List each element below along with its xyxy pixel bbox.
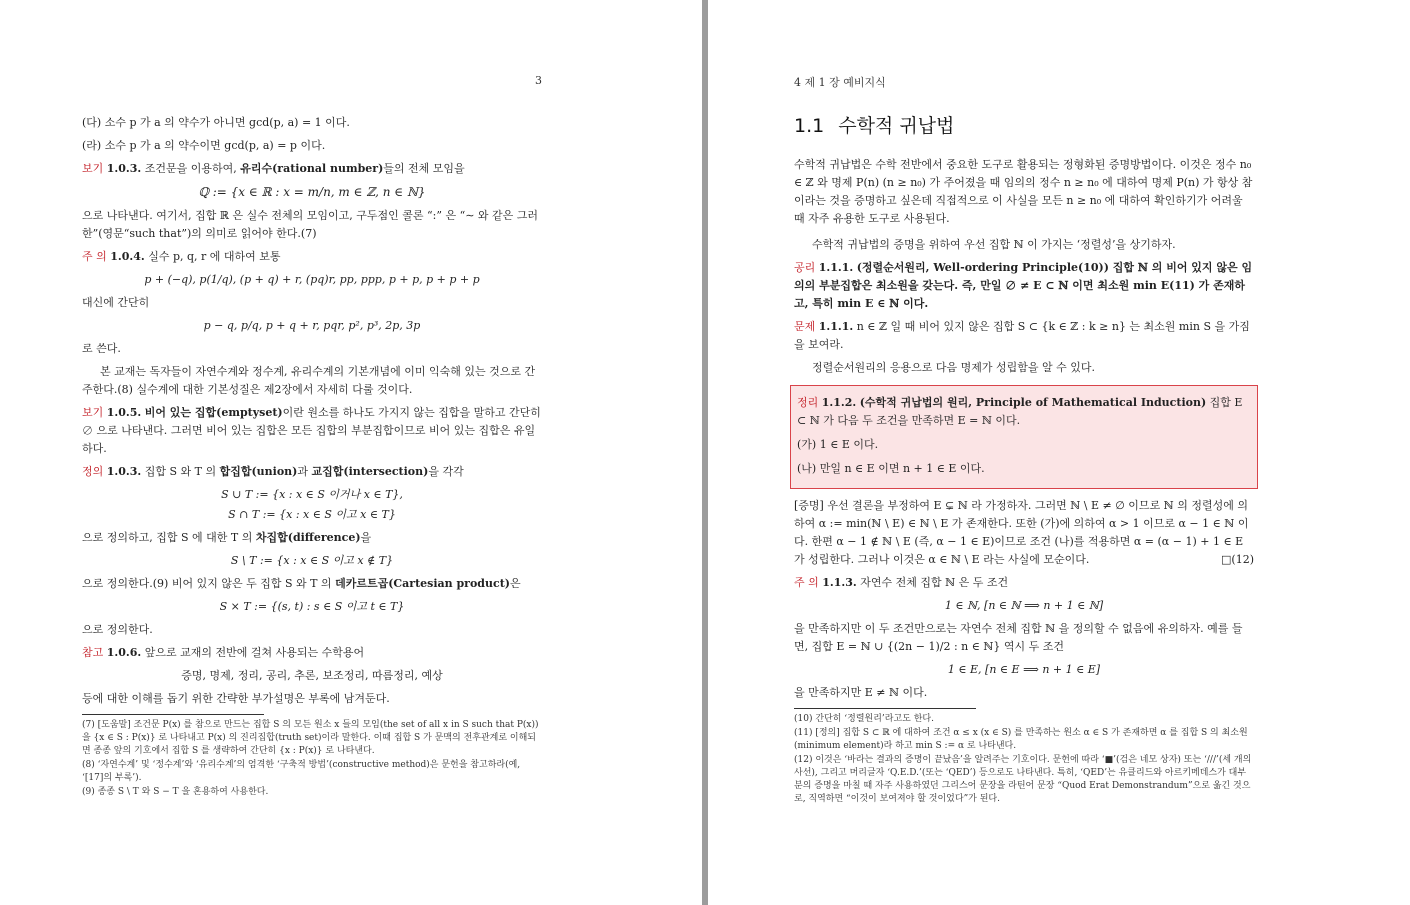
example-1-0-3-after: 으로 나타낸다. 여기서, 집합 ℝ 은 실수 전체의 모임이고, 구두점인 콜론 “:” 은 “∼ 와 같은 그러한”(영문“such that”)의 의미로 읽어야 한다.(7): [82, 209, 539, 240]
note-1-0-4-after: 로 쓴다.: [82, 342, 121, 355]
footnote-11: (11) [정의] 집합 S ⊂ ℝ 에 대하여 조건 α ≤ x (x ∈ S) 를 만족하는 원소 α ∈ S 가 존재하면 α 를 집합 S 의 최소원(minimum element)라 하고 min S := α 로 나타낸다.: [794, 728, 1248, 751]
term-rational: 유리수(rational number): [240, 162, 384, 175]
note-1-0-4: 주 의 1.0.4. 실수 p, q, r 에 대하여 보통: [82, 250, 281, 263]
proof: [증명] 우선 결론을 부정하여 E ⊊ ℕ 라 가정하자. 그러면 ℕ \ E ≠ ∅ 이므로 ℕ 의 정렬성에 의하여 α := min(ℕ \ E) ∈ ℕ \ E 가 존재한다. 또한 (가)에 의하여 α > 1 이므로 α − 1 ∈ ℕ 이다. 한편 α − 1 ∉ ℕ \ E (즉, α − 1 ∈ E)이므로 조건 (나)를 적용하면 α = (α − 1) + 1 ∈ E 가 성립한다. 그러나 이것은 α ∈ ℕ \ E 라는 사실에 모순이다. □(12): [794, 497, 1254, 569]
footnote-7: (7) [도움말] 조건문 P(x) 를 참으로 만드는 집합 S 의 모든 원소 x 들의 모임(the set of all x in S such that P(x))을 {x ∈ S : P(x)} 로 나타내고 P(x) 의 진리집합(truth set)이라 말한다. 이때 집합 S 가 문맥의 전후관계로 이해되면 종종 앞의 기호에서 집합 S 를 생략하여 간단히 {x : P(x)} 로 나타낸다.: [82, 720, 539, 756]
equation-long-form: p + (−q), p(1/q), (p + q) + r, (pq)r, pp, ppp, p + p, p + p + p: [144, 273, 480, 286]
note-label: 주 의: [82, 250, 107, 263]
item-da: (다) 소수 p 가 a 의 약수가 아니면 gcd(p, a) = 1 이다.: [82, 116, 350, 129]
theorem-1-1-2: 정리 1.1.2. (수학적 귀납법의 원리, Principle of Mathematical Induction) 집합 E ⊂ ℕ 가 다음 두 조건을 만족하면 E = ℕ 이다.: [797, 396, 1243, 427]
reference-1-0-6: 참고 1.0.6. 앞으로 교재의 전반에 걸쳐 사용되는 수학용어: [82, 646, 365, 659]
definition-end: 으로 정의한다.: [82, 623, 153, 636]
footnote-rule: [794, 708, 976, 709]
right-page: [708, 0, 1410, 905]
definition-product-intro: 으로 정의한다.(9) 비어 있지 않은 두 집합 S 와 T 의 데카르트곱(Cartesian product)은: [82, 577, 521, 590]
right-page-content: [794, 114, 1254, 807]
item-ra: (라) 소수 p 가 a 의 약수이면 gcd(p, a) = p 이다.: [82, 139, 326, 152]
qed-box-icon: □(12): [1221, 553, 1254, 566]
reference-after: 등에 대한 이해를 돕기 위한 간략한 부가설명은 부록에 남겨둔다.: [82, 692, 390, 705]
section-intro: 수학적 귀납법은 수학 전반에서 중요한 도구로 활용되는 정형화된 증명방법이다. 이것은 정수 n₀ ∈ ℤ 와 명제 P(n) (n ≥ n₀) 가 주어졌을 때 임의의 정수 n ≥ n₀ 에 대하여 명제 P(n) 가 항상 참이라는 것을 증명하고 싶은데 직접적으로 이 사실을 모든 n ≥ n₀ 에 대하여 확인하기가 어려울 때 자주 유용한 도구로 사용된다.: [794, 158, 1253, 225]
definition-1-0-3: 정의 1.0.3. 집합 S 와 T 의 합집합(union)과 교집합(intersection)을 각각: [82, 465, 464, 478]
note-1-1-3: 주 의 1.1.3. 자연수 전체 집합 ℕ 은 두 조건: [794, 576, 1009, 589]
footnote-8: (8) ‘자연수계’ 및 ‘정수계’와 ‘유리수계’의 엄격한 ‘구축적 방법’(constructive method)은 문헌을 참고하라(예, ‘[17]의 부록’).: [82, 760, 521, 783]
section-number: 1.1: [794, 115, 825, 137]
axiom-1-1-1: 공리 1.1.1. (정렬순서원리, Well-ordering Principle(10)) 집합 ℕ 의 비어 있지 않은 임의의 부분집합은 최소원을 갖는다. 즉, 만일 ∅ ≠ E ⊂ ℕ 이면 최소원 min E(11) 가 존재하고, 특히 min E ∈ ℕ 이다.: [794, 261, 1253, 310]
footnote-12: (12) 이것은 ‘바라는 결과의 증명이 끝났음’을 알려주는 기호이다. 문헌에 따라 ‘■’(검은 네모 상자) 또는 ‘///’(세 개의 사선), 그리고 머리글자 ‘Q.E.D.’(또는 ‘QED’) 등으로도 나타낸다. 특히, ‘QED’는 유클리드와 아르키메데스가 대부분의 증명을 마칠 때 자주 사용하였던 그리스어 문장을 라틴어 문장 “Quod Erat Demonstrandum”으로 옮긴 것으로, 직역하면 “이것이 보여져야 할 것이었다”가 된다.: [794, 755, 1252, 804]
equation-short-form: p − q, p/q, p + q + r, pqr, p², p³, 2p, 3p: [203, 319, 421, 332]
example-1-0-5: 보기 1.0.5. 비어 있는 집합(emptyset)이란 원소를 하나도 가지지 않는 집합을 말하고 간단히 ∅ 으로 나타낸다. 그러면 비어 있는 집합은 모든 집합의 부분집합이므로 비어 있는 집합은 유일하다.: [82, 406, 541, 455]
equation-e-conditions: 1 ∈ E, [n ∈ E ⟹ n + 1 ∈ E]: [947, 663, 1101, 676]
equation-n-conditions: 1 ∈ ℕ, [n ∈ ℕ ⟹ n + 1 ∈ ℕ]: [944, 599, 1104, 612]
condition-a: (가) 1 ∈ E 이다.: [797, 438, 879, 451]
example-number: 1.0.3.: [106, 162, 142, 175]
axiom-name: (정렬순서원리, Well-ordering Principle(10)): [856, 261, 1109, 274]
equation-product: S × T := {(s, t) : s ∈ S 이고 t ∈ T}: [219, 600, 405, 613]
section-title-text: 수학적 귀납법: [838, 115, 955, 137]
footnote-10: (10) 간단히 ‘정렬원리’라고도 한다.: [794, 714, 934, 724]
footnote-9: (9) 종종 S \ T 와 S − T 을 혼용하여 사용한다.: [82, 787, 269, 797]
note-1-0-4-mid: 대신에 간단히: [82, 296, 150, 309]
problem-1-1-1: 문제 1.1.1. n ∈ ℤ 일 때 비어 있지 않은 집합 S ⊂ {k ∈ ℤ : k ≥ n} 는 최소원 min S 을 가짐을 보여라.: [794, 320, 1250, 351]
section-title: [794, 114, 1254, 138]
example-1-0-3: 보기 1.0.3. 조건문을 이용하여, 유리수(rational number)들의 전체 모임을: [82, 162, 465, 175]
condition-b: (나) 만일 n ∈ E 이면 n + 1 ∈ E 이다.: [797, 462, 985, 475]
axiom-text: 집합 ℕ 의 비어 있지 않은 임의의 부분집합은 최소원을 갖는다. 즉, 만일 ∅ ≠ E ⊂ ℕ 이면 최소원 min E(11) 가 존재하고, 특히 min E ∈ ℕ 이다.: [794, 261, 1253, 310]
note-1-1-3-after: 을 만족하지만 E ≠ ℕ 이다.: [794, 686, 928, 699]
equation-intersection: S ∩ T := {x : x ∈ S 이고 x ∈ T}: [228, 508, 396, 521]
note-number: 1.0.4.: [110, 250, 145, 263]
left-page-content: [82, 114, 542, 800]
term-difference: 차집합(difference): [255, 531, 361, 544]
footnote-rule: [82, 714, 264, 715]
equation-rational-set: ℚ := {x ∈ ℝ : x = m/n, m ∈ ℤ, n ∈ ℕ}: [198, 185, 426, 199]
page-number: 3: [535, 74, 542, 87]
math-terms: 증명, 명제, 정리, 공리, 추론, 보조정리, 따름정리, 예상: [181, 669, 443, 682]
definition-difference-intro: 으로 정의하고, 집합 S 에 대한 T 의 차집합(difference)을: [82, 531, 372, 544]
paragraph-apply: 정렬순서원리의 응용으로 다음 명제가 성립함을 알 수 있다.: [812, 361, 1095, 374]
example-label: 보기: [82, 162, 104, 175]
paragraph-assumption: 본 교재는 독자들이 자연수계와 정수계, 유리수계의 기본개념에 이미 익숙해 있는 것으로 간주한다.(8) 실수계에 대한 기본성질은 제2장에서 자세히 다룰 것이다.: [82, 365, 536, 396]
equation-union: S ∪ T := {x : x ∈ S 이거나 x ∈ T},: [221, 488, 403, 501]
paragraph-recall: 수학적 귀납법의 증명을 위하여 우선 집합 ℕ 이 가지는 ‘정렬성’을 상기하자.: [812, 238, 1176, 251]
term-union: 합집합(union): [219, 465, 298, 478]
theorem-name: (수학적 귀납법의 원리, Principle of Mathematical Induction): [859, 396, 1207, 409]
equation-difference: S \ T := {x : x ∈ S 이고 x ∉ T}: [230, 554, 394, 567]
term-cartesian: 데카르트곱(Cartesian product): [335, 577, 510, 590]
left-page: [0, 0, 702, 905]
term-intersection: 교집합(intersection): [311, 465, 429, 478]
theorem-box: [790, 385, 1258, 489]
running-header: 4 제 1 장 예비지식: [794, 76, 886, 89]
note-1-1-3-mid: 을 만족하지만 이 두 조건만으로는 자연수 전체 집합 ℕ 을 정의할 수 없음에 유의하자. 예를 들면, 집합 E = ℕ ∪ {(2n − 1)/2 : n ∈ ℕ} 역시 두 조건: [794, 622, 1243, 653]
term-emptyset: 비어 있는 집합(emptyset): [144, 406, 283, 419]
